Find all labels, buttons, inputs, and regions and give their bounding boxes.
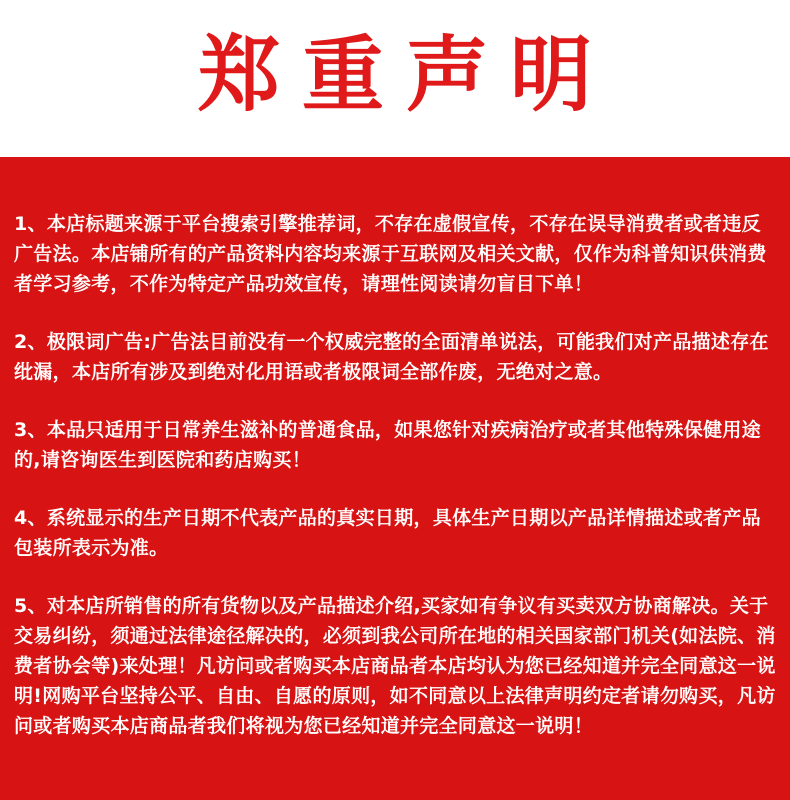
declaration-paragraph-5: 5、对本店所销售的所有货物以及产品描述介绍,买家如有争议有买卖双方协商解决。关于交易纠纷，须通过法律途径解决的，必须到我公司所在地的相关国家部门机关(如法院、消费者协会等)来处理！凡访问或者购买本店商品者本店均认为您已经知道并完全同意这一说明!网购平台坚持公平、自由、自愿的原则，如不同意以上法律声明约定者请勿购买，凡访问或者购买本店商品者我们将视为您已经知道并完全同意这一说明！ bbox=[14, 595, 776, 737]
declaration-paragraph-2: 2、极限词广告:广告法目前没有一个权威完整的全面清单说法，可能我们对产品描述存在纰漏，本店所有涉及到绝对化用语或者极限词全部作废，无绝对之意。 bbox=[14, 331, 769, 383]
declaration-paragraph-4: 4、系统显示的生产日期不代表产品的真实日期，具体生产日期以产品详情描述或者产品包装所表示为准。 bbox=[14, 507, 761, 559]
page-title: 郑重声明 bbox=[197, 28, 614, 123]
header-area bbox=[0, 0, 790, 157]
declaration-paragraph-3: 3、本品只适用于日常养生滋补的普通食品，如果您针对疾病治疗或者其他特殊保健用途的,请咨询医生到医院和药店购买！ bbox=[14, 419, 761, 471]
declaration-panel bbox=[0, 157, 790, 800]
declaration-text bbox=[14, 209, 780, 769]
declaration-paragraph-1: 1、本店标题来源于平台搜索引擎推荐词，不存在虚假宣传，不存在误导消费者或者违反广告法。本店铺所有的产品资料内容均来源于互联网及相关文献，仅作为科普知识供消费者学习参考，不作为特定产品功效宣传，请理性阅读请勿盲目下单！ bbox=[14, 213, 767, 295]
